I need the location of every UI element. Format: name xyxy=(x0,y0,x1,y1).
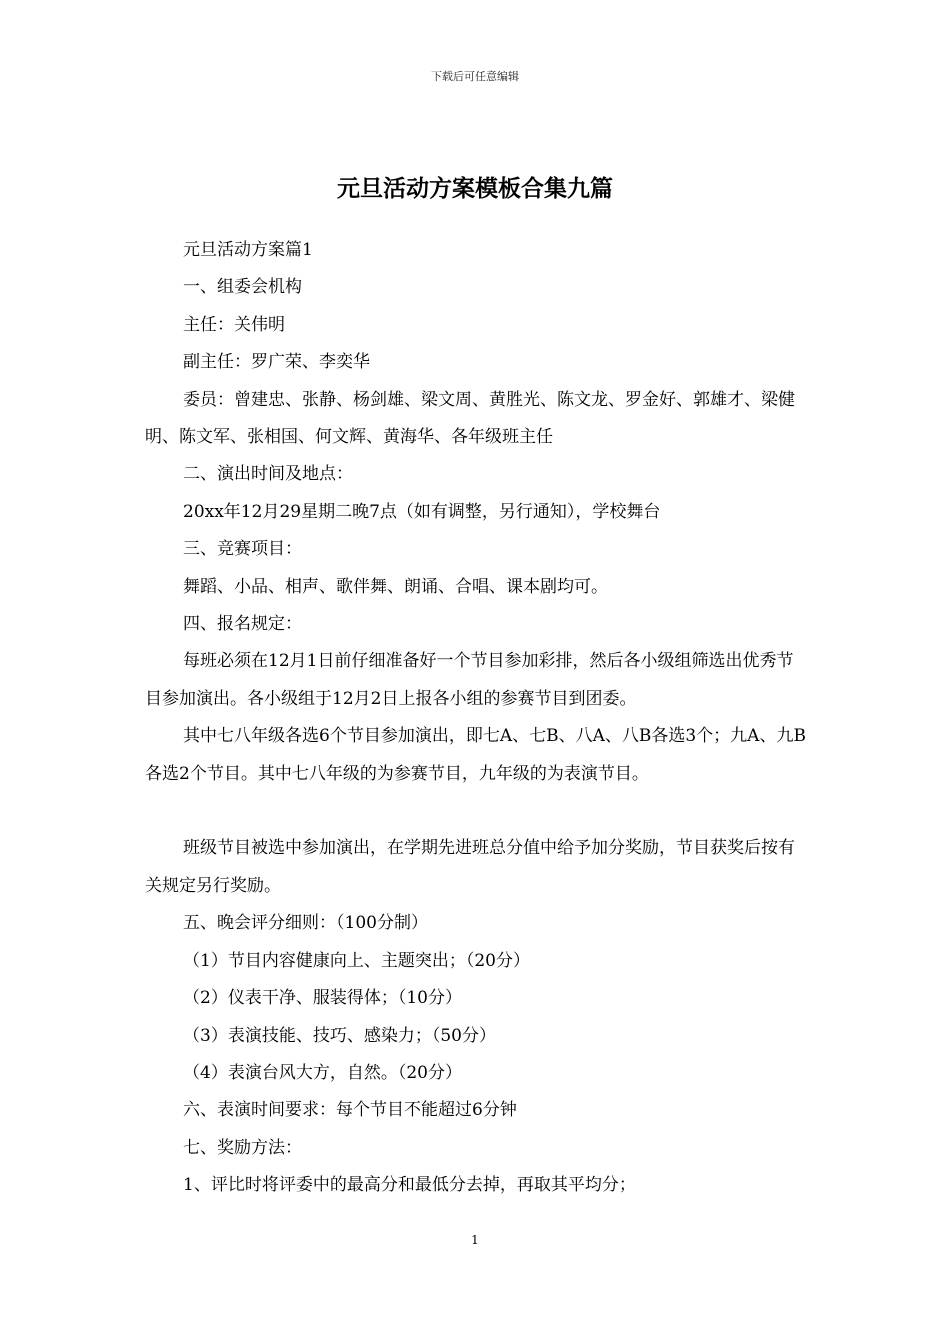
list-item: （2）仪表干净、服装得体；（10分） xyxy=(183,988,462,1009)
document-body xyxy=(145,232,809,1205)
header-note: 下载后可任意编辑 xyxy=(431,70,519,83)
list-item: （1）节目内容健康向上、主题突出；（20分） xyxy=(183,950,530,971)
section-heading: 六、表演时间要求：每个节目不能超过6分钟 xyxy=(183,1100,517,1121)
paragraph: 舞蹈、小品、相声、歌伴舞、朗诵、合唱、课本剧均可。 xyxy=(183,576,608,597)
paragraph: 每班必须在12月1日前仔细准备好一个节目参加彩排，然后各小级组筛选出优秀节目参加演出。各小级组于12月2日上报各小组的参赛节目到团委。 xyxy=(145,651,794,709)
paragraph: 20xx年12月29星期二晚7点（如有调整，另行通知），学校舞台 xyxy=(183,501,661,522)
section-heading: 四、报名规定： xyxy=(183,614,302,635)
blank-line xyxy=(145,793,809,830)
section-heading: 五、晚会评分细则：（100分制） xyxy=(183,913,428,934)
page-number: 1 xyxy=(471,1233,479,1247)
list-item: 1、评比时将评委中的最高分和最低分去掉，再取其平均分； xyxy=(183,1175,636,1196)
section-heading: 二、演出时间及地点： xyxy=(183,464,353,485)
paragraph: 主任：关伟明 xyxy=(183,314,285,335)
paragraph: 副主任：罗广荣、李奕华 xyxy=(183,352,370,373)
list-item: （4）表演台风大方，自然。（20分） xyxy=(183,1062,462,1083)
section-heading: 三、竞赛项目： xyxy=(183,539,302,560)
document-title: 元旦活动方案模板合集九篇 xyxy=(337,176,613,203)
paragraph: 委员：曾建忠、张静、杨剑雄、梁文周、黄胜光、陈文龙、罗金好、郭雄才、梁健明、陈文军、张相国、何文辉、黄海华、各年级班主任 xyxy=(145,389,795,448)
paragraph: 其中七八年级各选6个节目参加演出，即七A、七B、八A、八B各选3个；九A、九B各选2个节目。其中七八年级的为参赛节目，九年级的为表演节目。 xyxy=(145,726,806,784)
paragraph: 元旦活动方案篇1 xyxy=(183,240,313,260)
section-heading: 七、奖励方法： xyxy=(183,1137,302,1158)
section-heading: 一、组委会机构 xyxy=(183,277,302,298)
paragraph: 班级节目被选中参加演出，在学期先进班总分值中给予加分奖励，节目获奖后按有关规定另行奖励。 xyxy=(145,838,795,896)
list-item: （3）表演技能、技巧、感染力；（50分） xyxy=(183,1025,496,1046)
